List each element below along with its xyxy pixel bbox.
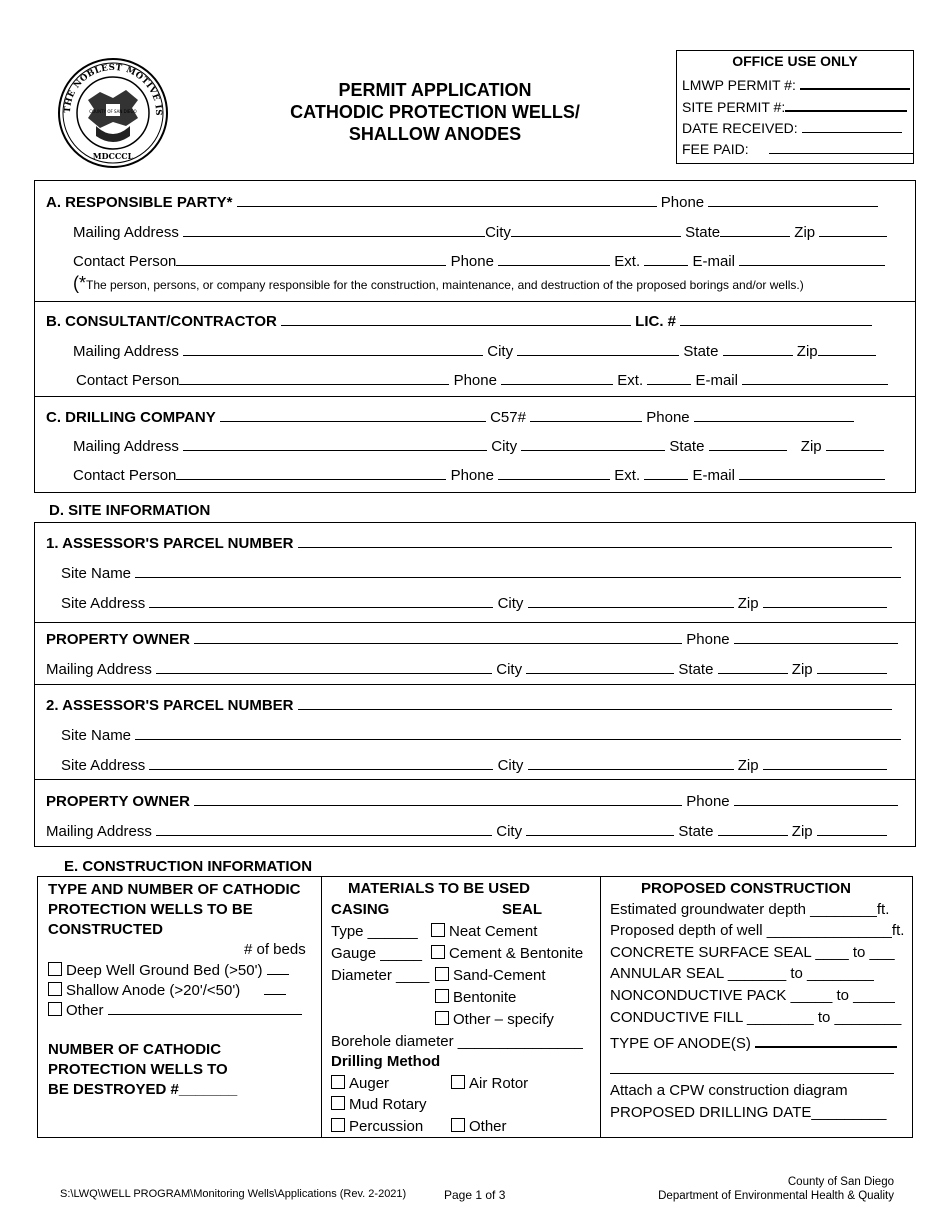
title-line-2: CATHODIC PROTECTION WELLS/ (290, 102, 580, 122)
apn2-row (46, 696, 892, 714)
contact-label: Contact Person (73, 253, 177, 270)
destroyed-line-1: NUMBER OF CATHODIC (48, 1041, 222, 1058)
owner1-zip-field[interactable] (817, 660, 887, 674)
office-fee-row[interactable] (682, 140, 913, 157)
c-contact-field[interactable] (176, 466, 446, 480)
owner1-city-field[interactable] (526, 660, 674, 674)
city-label: City (497, 757, 524, 774)
destroyed-line-2: PROTECTION WELLS TO (48, 1061, 228, 1078)
lmwp-label: LMWP PERMIT #: (682, 77, 796, 93)
seal-cement-bentonite[interactable] (431, 945, 583, 962)
cement-bentonite-label: Cement & Bentonite (449, 945, 584, 962)
wells-heading-line-2: PROTECTION WELLS TO BE (48, 901, 253, 918)
owner1-phone-field[interactable] (734, 630, 898, 644)
ext-label: Ext. (614, 467, 641, 484)
air-rotor-label: Air Rotor (469, 1075, 529, 1092)
site1-city-field[interactable] (528, 594, 734, 608)
method-percussion[interactable] (331, 1118, 423, 1135)
lic-field[interactable] (680, 312, 872, 326)
method-other[interactable] (451, 1118, 507, 1135)
air-rotor-checkbox[interactable] (451, 1075, 465, 1089)
a-city-field[interactable] (511, 223, 681, 237)
date-received-field[interactable] (802, 119, 902, 133)
responsible-party-field[interactable] (237, 193, 657, 207)
responsible-party-label: A. RESPONSIBLE PARTY* (46, 194, 233, 211)
owner1-row (46, 630, 898, 648)
anode-type-label: TYPE OF ANODE(S) (610, 1035, 751, 1052)
email-label: E-mail (692, 253, 735, 270)
casing-gauge-row[interactable] (331, 945, 422, 962)
casing-gauge-label: Gauge _____ (331, 945, 422, 962)
borehole-diameter[interactable]: Borehole diameter _______________ (331, 1033, 583, 1050)
office-lmwp-row[interactable] (682, 75, 910, 93)
mailing-label: Mailing Address (46, 823, 152, 840)
section-b-row3 (76, 371, 888, 389)
a-contact-field[interactable] (176, 252, 446, 266)
responsible-phone-field[interactable] (708, 193, 878, 207)
seal-other-checkbox[interactable] (435, 1011, 449, 1025)
a-ext-field[interactable] (644, 252, 688, 266)
wells-destroyed-heading (48, 1040, 237, 1100)
groundwater-depth-row[interactable]: Estimated groundwater depth ________ft. (610, 901, 890, 918)
c-state-field[interactable] (709, 437, 787, 451)
zip-label: Zip (791, 823, 813, 840)
county-seal-logo (56, 56, 170, 170)
c-ext-field[interactable] (644, 466, 688, 480)
state-label: State (678, 823, 714, 840)
section-c-row1 (46, 408, 854, 426)
a-mailing-field[interactable] (183, 223, 485, 237)
consultant-field[interactable] (281, 312, 631, 326)
c-city-field[interactable] (521, 437, 665, 451)
state-label: State (678, 661, 714, 678)
auger-label: Auger (349, 1075, 390, 1092)
consultant-label: B. CONSULTANT/CONTRACTOR (46, 313, 277, 330)
wells-heading-line-1: TYPE AND NUMBER OF CATHODIC (48, 881, 301, 898)
department-name: Department of Environmental Health & Quality (658, 1190, 894, 1202)
zip-label: Zip (737, 595, 759, 612)
seal-bentonite[interactable] (435, 989, 516, 1006)
site1-address-field[interactable] (149, 594, 493, 608)
lmwp-field[interactable] (800, 75, 910, 90)
other-well-checkbox[interactable] (48, 1002, 62, 1016)
seal-motto: THE NOBLEST MOTIVE IS (62, 62, 164, 117)
email-label: E-mail (695, 372, 738, 389)
site-name-label: Site Name (61, 565, 132, 582)
divider-ab (34, 301, 916, 302)
anode-type-field[interactable] (755, 1033, 897, 1048)
zip-label: Zip (737, 757, 759, 774)
anode-type-field-2[interactable] (610, 1073, 894, 1074)
surface-seal-row[interactable]: CONCRETE SURFACE SEAL ____ to ___ (610, 944, 895, 961)
site-information-heading: D. SITE INFORMATION (49, 502, 211, 519)
zip-label: Zip (794, 224, 816, 241)
county-name: County of San Diego (787, 1176, 894, 1188)
contact-label: Contact Person (73, 467, 177, 484)
casing-diameter-label: Diameter ____ (331, 967, 430, 984)
casing-type-row[interactable] (331, 923, 418, 940)
divider-bc (34, 396, 916, 397)
bentonite-checkbox[interactable] (435, 989, 449, 1003)
owner1-field[interactable] (194, 630, 682, 644)
city-label: City (496, 823, 523, 840)
materials-heading: MATERIALS TO BE USED (348, 880, 530, 897)
shallow-anode-label: Shallow Anode (>20'/<50') (66, 982, 241, 999)
mailing-label: Mailing Address (73, 438, 179, 455)
phone-label: Phone (450, 467, 494, 484)
page-title (260, 79, 610, 145)
fee-paid-field[interactable] (769, 140, 913, 154)
casing-type-label: Type ______ (331, 923, 418, 940)
city-label: City (497, 595, 524, 612)
title-line-1: PERMIT APPLICATION (338, 80, 532, 100)
owner2-mailing-field[interactable] (156, 822, 492, 836)
state-label: State (683, 343, 719, 360)
owner2-zip-field[interactable] (817, 822, 887, 836)
b-city-field[interactable] (517, 342, 679, 356)
office-use-heading: OFFICE USE ONLY (732, 53, 858, 69)
deep-well-label: Deep Well Ground Bed (>50') (66, 962, 263, 979)
phone-label: Phone (453, 372, 497, 389)
casing-diameter-row[interactable] (331, 967, 429, 984)
title-line-3: SHALLOW ANODES (348, 124, 522, 144)
note-text: The person, persons, or company responsible for the construction, maintenance, and destruction of the proposed borings and/or wells.) (86, 278, 804, 292)
seal-other-label: Other – specify (453, 1011, 554, 1028)
city-label: City (496, 661, 523, 678)
percussion-checkbox[interactable] (331, 1118, 345, 1132)
site-permit-field[interactable] (785, 97, 907, 112)
owner1-mailing-row (46, 660, 887, 678)
zip-label: Zip (791, 661, 813, 678)
conductive-fill-row[interactable]: CONDUCTIVE FILL ________ to ________ (610, 1009, 902, 1026)
owner2-mailing-row (46, 822, 887, 840)
drilling-company-field[interactable] (220, 408, 486, 422)
annular-seal-row[interactable]: ANNULAR SEAL _______ to ________ (610, 965, 874, 982)
file-path: S:\LWQ\WELL PROGRAM\Monitoring Wells\Applications (Rev. 2-2021) (60, 1188, 407, 1200)
site1-address-row (61, 594, 887, 612)
seal-center: COUNTY OF SAN DIEGO (89, 109, 137, 114)
owner2-city-field[interactable] (526, 822, 674, 836)
seal-year: MDCCCL (92, 151, 134, 161)
sand-cement-label: Sand-Cement (453, 967, 546, 984)
phone-label: Phone (646, 409, 690, 426)
a-zip-field[interactable] (819, 223, 887, 237)
c-contact-phone-field[interactable] (498, 466, 610, 480)
mailing-label: Mailing Address (73, 224, 179, 241)
b-ext-field[interactable] (647, 371, 691, 385)
site2-city-field[interactable] (528, 756, 734, 770)
owner-label: PROPERTY OWNER (46, 631, 190, 648)
wells-constructed-heading (48, 880, 301, 940)
office-use-box (676, 50, 914, 164)
shallow-anode-option[interactable] (48, 981, 286, 999)
section-a-row2 (73, 223, 887, 241)
method-mud-rotary[interactable] (331, 1096, 427, 1113)
b-state-field[interactable] (723, 342, 793, 356)
b-mailing-field[interactable] (183, 342, 483, 356)
other-well-label: Other (66, 1002, 104, 1019)
owner1-mailing-field[interactable] (156, 660, 492, 674)
apn2-label: 2. ASSESSOR'S PARCEL NUMBER (46, 697, 294, 714)
page-number: Page 1 of 3 (444, 1188, 506, 1202)
owner2-row (46, 792, 898, 810)
construction-heading: E. CONSTRUCTION INFORMATION (64, 858, 313, 875)
a-contact-phone-field[interactable] (498, 252, 610, 266)
seal-other[interactable] (435, 1011, 554, 1028)
section-a-row3 (73, 252, 885, 270)
office-site-row[interactable] (682, 97, 907, 115)
site-address-label: Site Address (61, 595, 146, 612)
section-b-row1 (46, 312, 872, 330)
seal-neat-cement[interactable] (431, 923, 537, 940)
deep-well-checkbox[interactable] (48, 962, 62, 976)
wells-heading-line-3: CONSTRUCTED (48, 921, 163, 938)
contact-label: Contact Person (76, 372, 180, 389)
owner1-state-field[interactable] (718, 660, 788, 674)
phone-label: Phone (660, 194, 705, 211)
apn1-field[interactable] (298, 534, 892, 548)
cement-bentonite-checkbox[interactable] (431, 945, 445, 959)
site-permit-label: SITE PERMIT #: (682, 99, 786, 115)
note-star: (* (73, 273, 86, 293)
lic-label: LIC. # (635, 313, 677, 330)
section-a-row1 (46, 193, 878, 211)
seal-label: SEAL (502, 901, 543, 918)
apn2-field[interactable] (298, 696, 892, 710)
anode-type-row[interactable] (610, 1033, 897, 1052)
a-state-field[interactable] (720, 223, 790, 237)
method-other-checkbox[interactable] (451, 1118, 465, 1132)
c57-field[interactable] (530, 408, 642, 422)
city-label: City (487, 343, 514, 360)
c-phone-field[interactable] (694, 408, 854, 422)
b-contact-field[interactable] (179, 371, 449, 385)
apn1-row (46, 534, 892, 552)
owner-label: PROPERTY OWNER (46, 793, 190, 810)
email-label: E-mail (692, 467, 735, 484)
mailing-label: Mailing Address (46, 661, 152, 678)
other-well-option[interactable] (48, 1001, 302, 1019)
well-depth-row[interactable]: Proposed depth of well _______________ft. (610, 922, 905, 939)
method-other-label: Other (469, 1118, 507, 1135)
auger-checkbox[interactable] (331, 1075, 345, 1089)
phone-label: Phone (450, 253, 494, 270)
apn1-label: 1. ASSESSOR'S PARCEL NUMBER (46, 535, 294, 552)
c-email-field[interactable] (739, 466, 885, 480)
divider-d1 (34, 622, 916, 623)
method-air-rotor[interactable] (451, 1075, 528, 1092)
b-phone-field[interactable] (501, 371, 613, 385)
c57-label: C57# (490, 409, 526, 426)
fee-paid-label: FEE PAID: (682, 141, 749, 157)
owner2-state-field[interactable] (718, 822, 788, 836)
state-label: State (669, 438, 705, 455)
zip-label: Zip (796, 343, 818, 360)
phone-label: Phone (686, 631, 730, 648)
zip-label: Zip (800, 438, 822, 455)
ext-label: Ext. (614, 253, 641, 270)
site-name-label: Site Name (61, 727, 132, 744)
seal-sand-cement[interactable] (435, 967, 546, 984)
section-c-row3 (73, 466, 885, 484)
bentonite-label: Bentonite (453, 989, 517, 1006)
city-label: City (485, 224, 511, 241)
site2-zip-field[interactable] (763, 756, 887, 770)
shallow-anode-checkbox[interactable] (48, 982, 62, 996)
deep-well-beds-field[interactable] (267, 961, 289, 975)
mud-rotary-label: Mud Rotary (349, 1096, 427, 1113)
drilling-method-heading: Drilling Method (331, 1053, 441, 1070)
casing-label: CASING (331, 901, 390, 918)
b-zip-field[interactable] (818, 342, 876, 356)
construction-divider-1 (321, 876, 322, 1138)
method-auger[interactable] (331, 1075, 389, 1092)
site1-name-field[interactable] (135, 564, 901, 578)
city-label: City (491, 438, 518, 455)
neat-cement-checkbox[interactable] (431, 923, 445, 937)
other-well-field[interactable] (108, 1001, 302, 1015)
mud-rotary-checkbox[interactable] (331, 1096, 345, 1110)
drilling-company-label: C. DRILLING COMPANY (46, 409, 216, 426)
divider-d2 (34, 684, 916, 685)
date-received-label: DATE RECEIVED: (682, 120, 798, 136)
site2-address-row (61, 756, 887, 774)
shallow-anode-beds-field[interactable] (264, 981, 286, 995)
site1-name-row (61, 564, 901, 582)
office-date-row[interactable] (682, 119, 902, 136)
construction-divider-2 (600, 876, 601, 1138)
site2-name-field[interactable] (135, 726, 901, 740)
site-address-label: Site Address (61, 757, 146, 774)
section-c-row2 (73, 437, 884, 455)
beds-label: # of beds (244, 941, 306, 958)
section-b-row2 (73, 342, 876, 360)
drilling-date-row[interactable]: PROPOSED DRILLING DATE_________ (610, 1104, 887, 1121)
c-mailing-field[interactable] (183, 437, 487, 451)
attach-diagram-text: Attach a CPW construction diagram (610, 1082, 848, 1099)
neat-cement-label: Neat Cement (449, 923, 538, 940)
proposed-construction-heading: PROPOSED CONSTRUCTION (641, 880, 852, 897)
sand-cement-checkbox[interactable] (435, 967, 449, 981)
site2-name-row (61, 726, 901, 744)
phone-label: Phone (686, 793, 730, 810)
ext-label: Ext. (617, 372, 644, 389)
site1-zip-field[interactable] (763, 594, 887, 608)
responsible-party-note (73, 273, 804, 294)
owner2-phone-field[interactable] (734, 792, 898, 806)
owner2-field[interactable] (194, 792, 682, 806)
state-label: State (685, 224, 721, 241)
deep-well-option[interactable] (48, 961, 289, 979)
site2-address-field[interactable] (149, 756, 493, 770)
a-email-field[interactable] (739, 252, 885, 266)
mailing-label: Mailing Address (73, 343, 179, 360)
divider-d3 (34, 779, 916, 780)
c-zip-field[interactable] (826, 437, 884, 451)
nonconductive-pack-row[interactable]: NONCONDUCTIVE PACK _____ to _____ (610, 987, 895, 1004)
department-block (600, 1175, 894, 1203)
percussion-label: Percussion (349, 1118, 424, 1135)
destroyed-line-3[interactable]: BE DESTROYED #_______ (48, 1081, 238, 1098)
b-email-field[interactable] (742, 371, 888, 385)
